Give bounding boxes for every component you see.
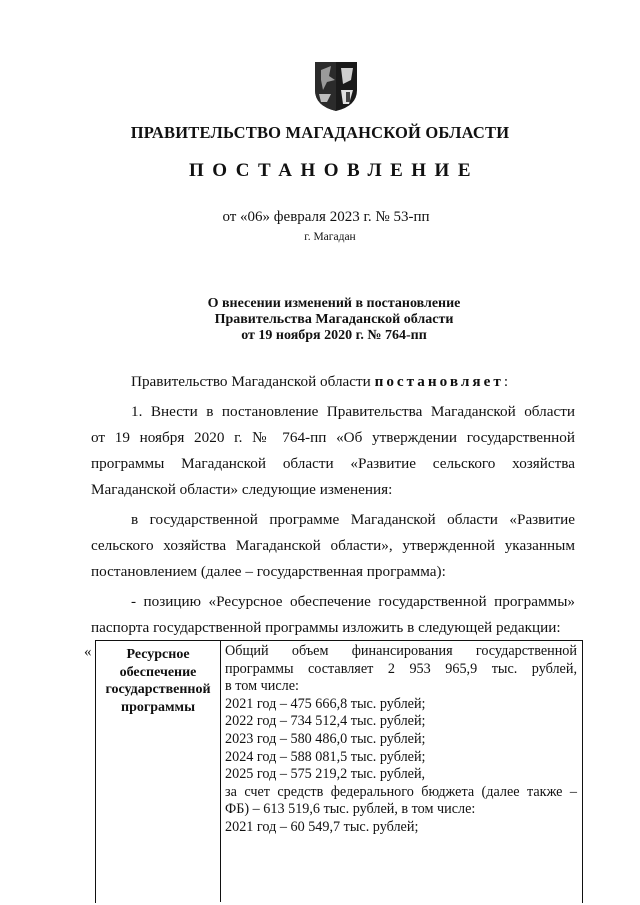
value-line: в том числе: xyxy=(225,678,299,695)
value-line: 2022 год – 734 512,4 тыс. рублей; xyxy=(225,713,426,730)
value-line: 2021 год – 60 549,7 тыс. рублей; xyxy=(225,818,419,835)
intro-text: Правительство Магаданской области xyxy=(131,373,371,390)
table-row-header xyxy=(96,646,220,716)
value-line: 2025 год – 575 219,2 тыс. рублей, xyxy=(225,766,426,783)
value-line: 2021 год – 475 666,8 тыс. рублей; xyxy=(225,695,426,712)
subject-line: О внесении изменений в постановление xyxy=(207,296,461,311)
value-line: за счет средств федерального бюджета (далее также – xyxy=(225,783,577,800)
p2-line: в государственной программе Магаданской области «Развитие xyxy=(131,511,575,528)
table-row-value xyxy=(225,643,577,837)
value-line: программы составляет 2 953 965,9 тыс. рублей, xyxy=(225,660,577,677)
p1-line: 1. Внести в постановление Правительства Магаданской области xyxy=(131,403,575,420)
p3-line: паспорта государственной программы изложить в следующей редакции: xyxy=(91,619,561,636)
subject-line: Правительства Магаданской области xyxy=(214,312,454,327)
city-label: г. Магадан xyxy=(304,231,356,243)
p2-line: сельского хозяйства Магаданской области», утвержденной указанным xyxy=(91,537,575,554)
table-column-divider xyxy=(220,640,221,902)
coat-of-arms-icon xyxy=(313,60,359,112)
p3-line: - позицию «Ресурсное обеспечение государственной программы» xyxy=(131,593,575,610)
row-header-line: программы xyxy=(121,699,195,715)
p1-line: Магаданской области» следующие изменения: xyxy=(91,481,393,498)
p1-line: программы Магаданской области «Развитие сельского хозяйства xyxy=(91,455,575,472)
value-line: Общий объем финансирования государственной xyxy=(225,643,577,659)
opening-quote: « xyxy=(84,644,92,660)
intro-action-word: постановляет xyxy=(374,373,504,390)
value-line: 2023 год – 580 486,0 тыс. рублей; xyxy=(225,730,426,747)
row-header-line: государственной xyxy=(105,682,211,697)
intro-paragraph xyxy=(131,369,575,395)
p2-line: постановлением (далее – государственная программа): xyxy=(91,563,446,580)
intro-colon: : xyxy=(503,373,509,390)
subject-line: от 19 ноября 2020 г. № 764-пп xyxy=(241,328,427,343)
row-header-line: обеспечение xyxy=(119,664,197,680)
p1-line: от 19 ноября 2020 г. № 764-пп «Об утверждении государственной xyxy=(91,429,575,446)
document-type-title: ПОСТАНОВЛЕНИЕ xyxy=(188,160,480,181)
decree-subject xyxy=(14,296,640,344)
row-header-line: Ресурсное xyxy=(126,647,190,662)
government-title: ПРАВИТЕЛЬСТВО МАГАДАНСКОЙ ОБЛАСТИ xyxy=(130,123,510,142)
decree-date-number: от «06» февраля 2023 г. № 53-пп xyxy=(222,209,430,225)
value-line: 2024 год – 588 081,5 тыс. рублей; xyxy=(225,748,426,765)
value-line: ФБ) – 613 519,6 тыс. рублей, в том числе: xyxy=(225,801,476,818)
